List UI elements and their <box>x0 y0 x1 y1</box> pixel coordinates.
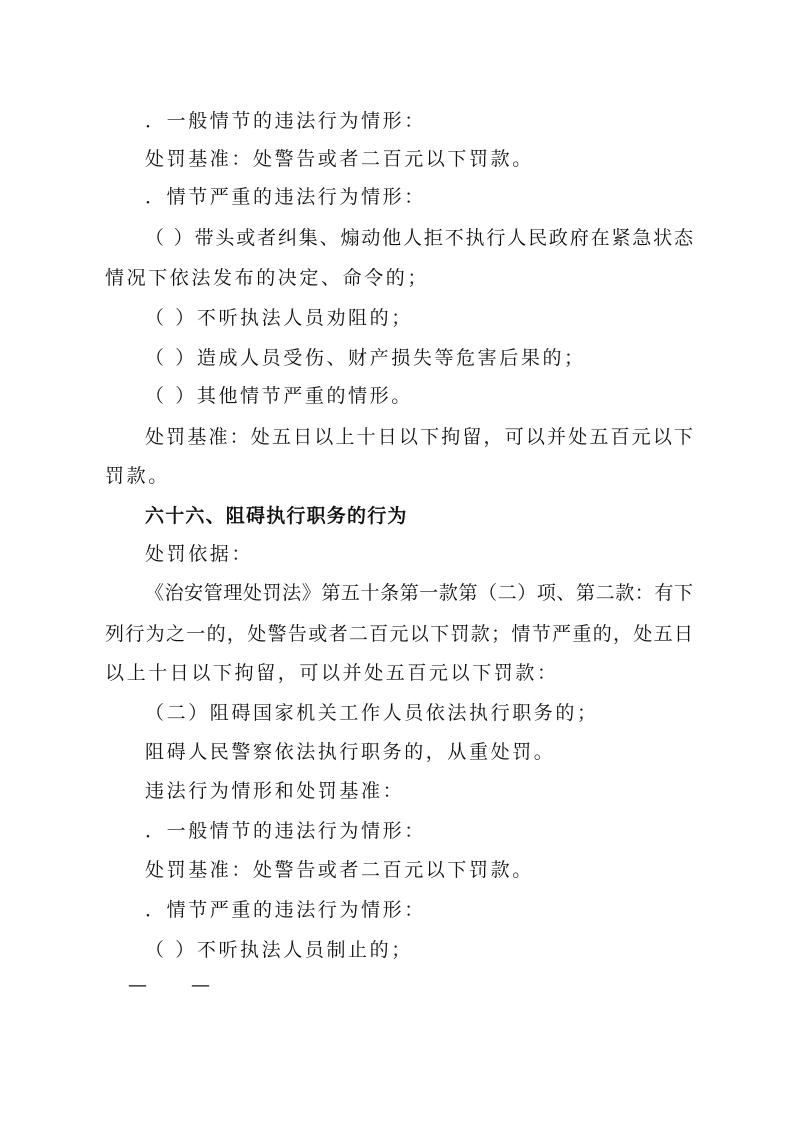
text-line: （ ）不听执法人员劝阻的； <box>145 307 413 329</box>
footer-dash-right: — <box>191 974 210 996</box>
text-line: 以上十日以下拘留，可以并处五百元以下罚款： <box>105 662 559 684</box>
text-line: 情况下依法发布的决定、命令的； <box>105 267 430 289</box>
text-line: 阻碍人民警察依法执行职务的，从重处罚。 <box>145 741 556 763</box>
text-line: （ ）带头或者纠集、煽动他人拒不执行人民政府在紧急状态 <box>145 227 693 249</box>
text-line: 处罚基准：处五日以上十日以下拘留，可以并处五百元以下 <box>145 426 693 448</box>
text-line: 处罚依据： <box>145 543 254 565</box>
text-line: （ ）其他情节严重的情形。 <box>145 385 413 407</box>
section-heading: 六十六、阻碍执行职务的行为 <box>145 505 408 527</box>
text-line: ．情节严重的违法行为情形： <box>145 899 426 921</box>
text-line: 列行为之一的，处警告或者二百元以下罚款；情节严重的，处五日 <box>105 623 693 645</box>
text-line: 处罚基准：处警告或者二百元以下罚款。 <box>145 859 534 881</box>
text-line: （ ）造成人员受伤、财产损失等危害后果的； <box>145 347 586 369</box>
footer-dash-left: — <box>128 974 147 996</box>
text-line: ．情节严重的违法行为情形： <box>145 186 426 208</box>
text-line: 处罚基准：处警告或者二百元以下罚款。 <box>145 148 534 170</box>
text-line: 违法行为情形和处罚基准： <box>145 780 405 802</box>
text-line: （ ）不听执法人员制止的； <box>145 939 413 961</box>
text-line: 罚款。 <box>105 465 170 487</box>
text-line: （二）阻碍国家机关工作人员依法执行职务的； <box>145 702 599 724</box>
text-line: 《治安管理处罚法》第五十条第一款第（二）项、第二款：有下 <box>145 582 693 604</box>
page-footer <box>128 972 210 998</box>
text-line: ．一般情节的违法行为情形： <box>145 110 426 132</box>
text-line: ．一般情节的违法行为情形： <box>145 820 426 842</box>
